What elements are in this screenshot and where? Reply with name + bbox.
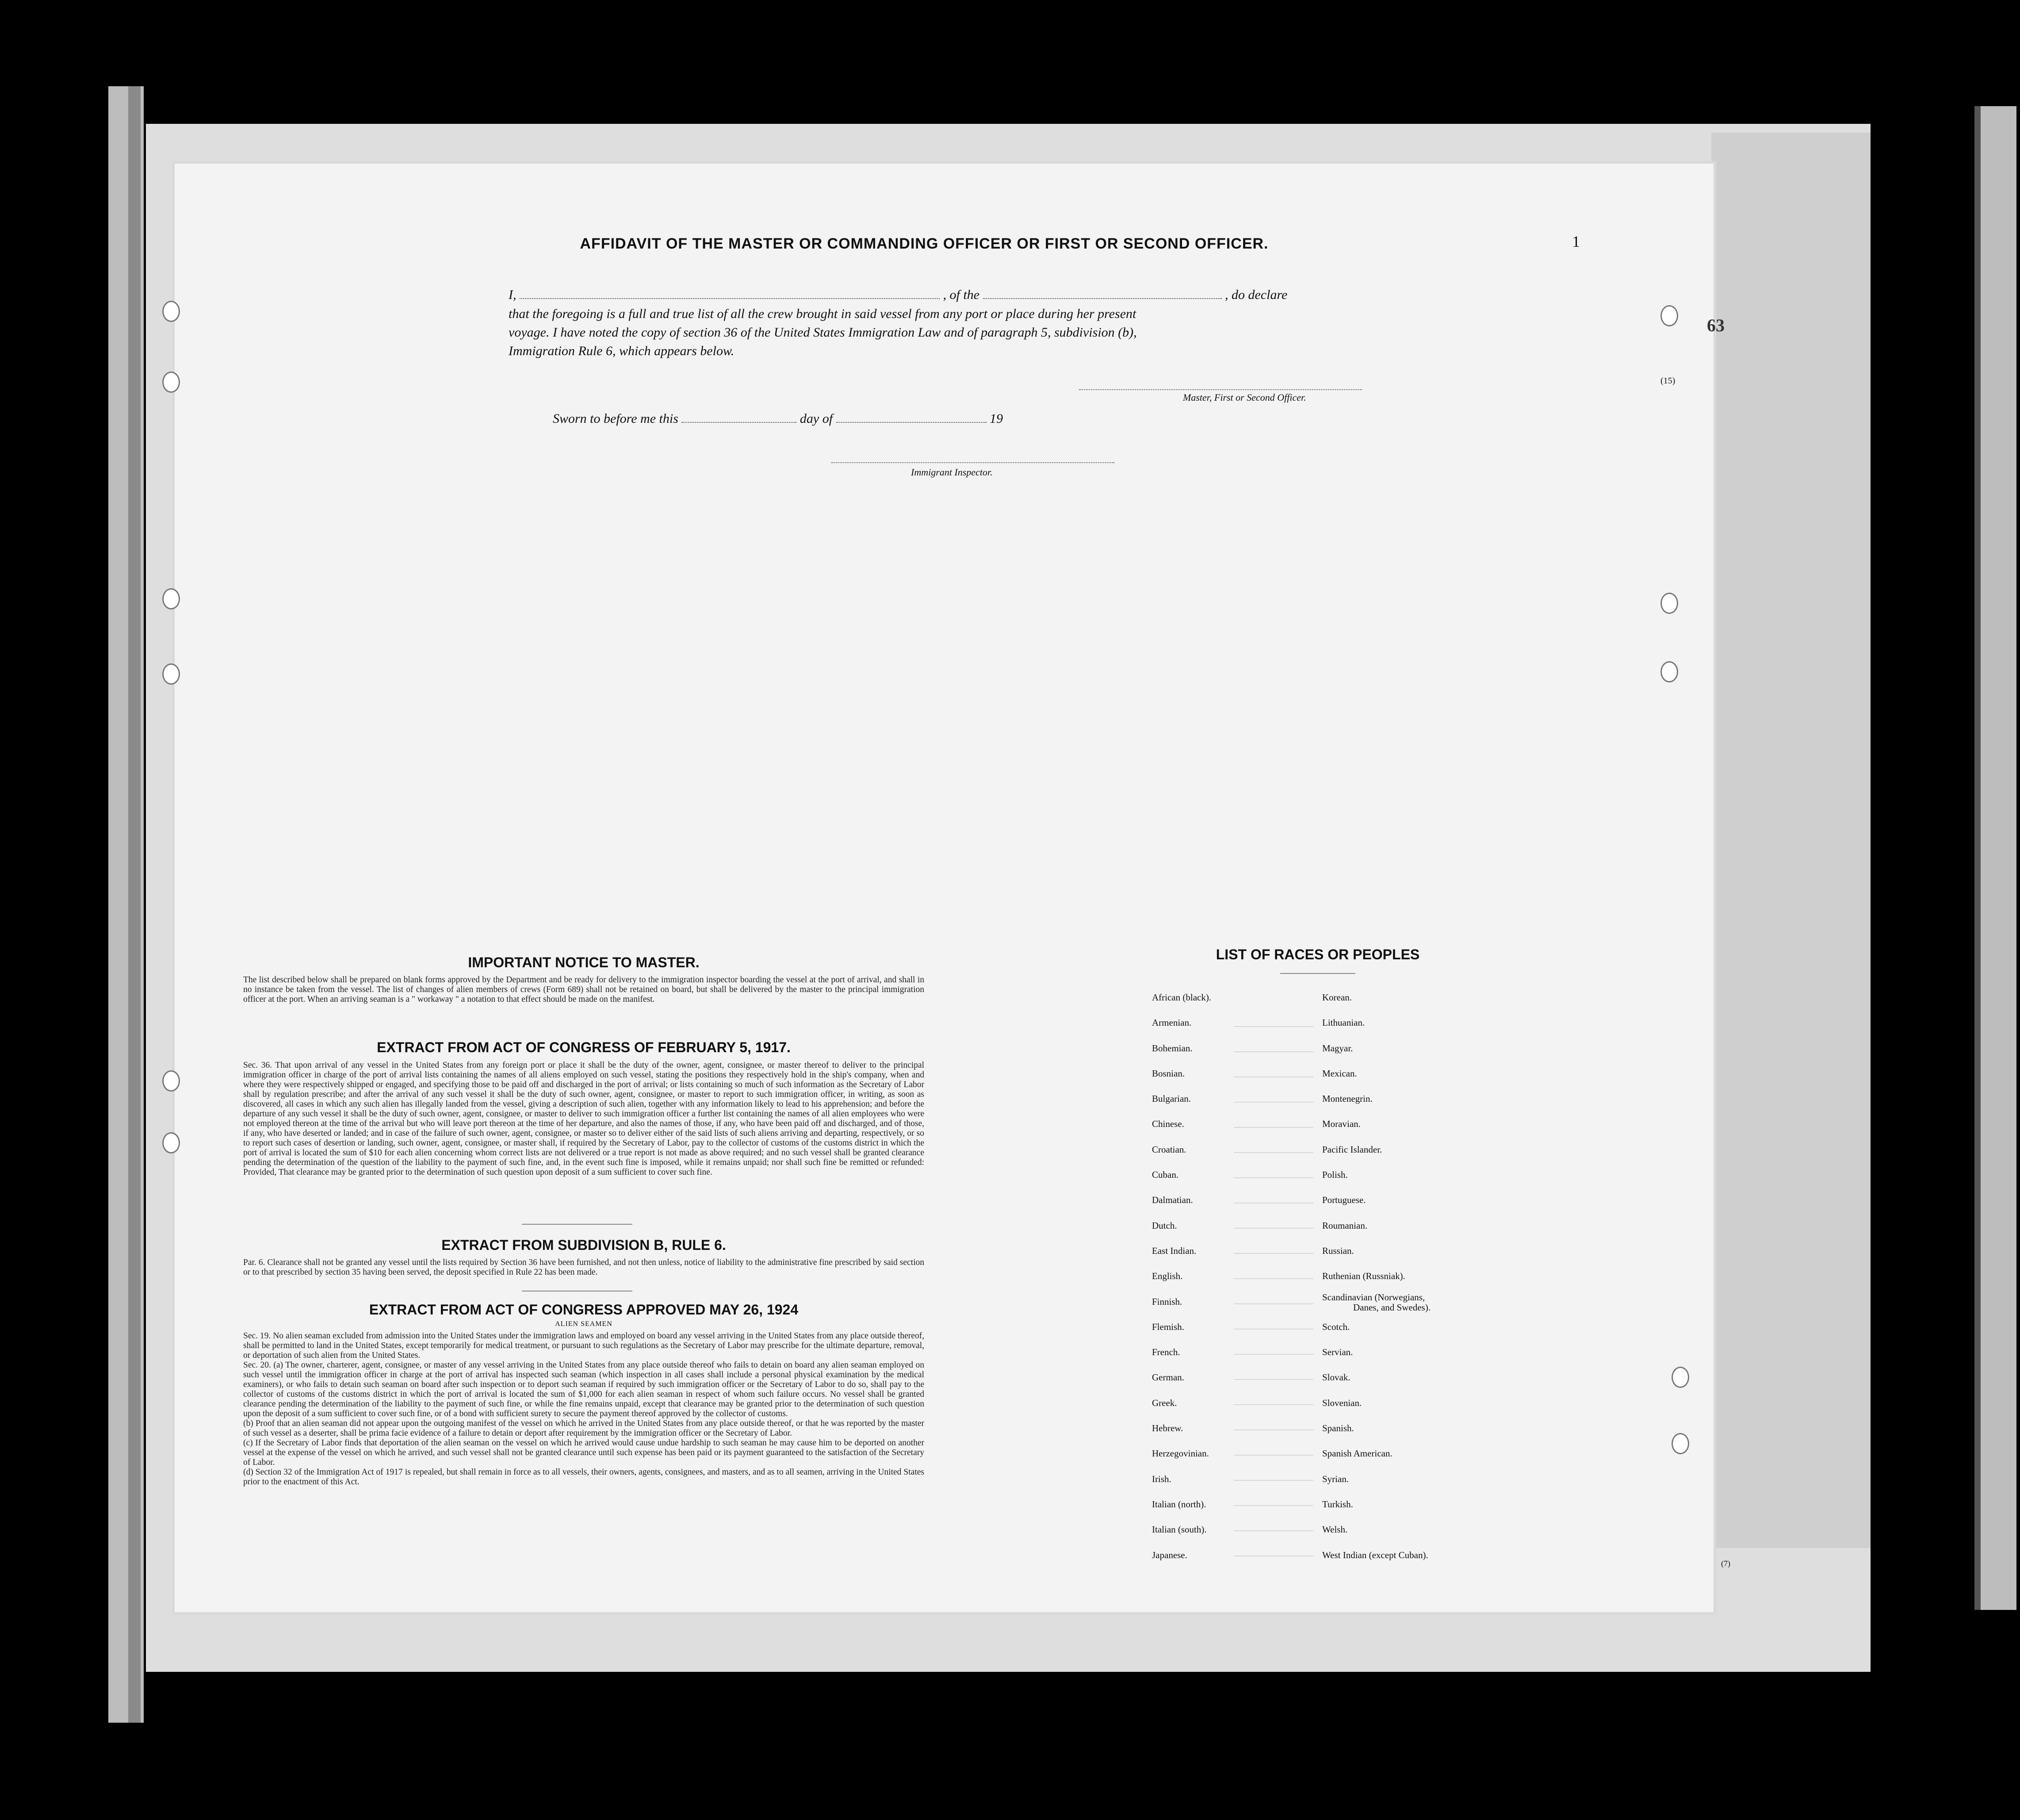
race-item: Slovenian. [1322,1397,1362,1408]
race-item: Turkish. [1322,1498,1353,1510]
sworn-day-field[interactable] [681,422,796,423]
race-item: Portuguese. [1322,1195,1366,1206]
race-item: Italian (south). [1152,1524,1207,1535]
act-1924-subheading: ALIEN SEAMEN [555,1320,612,1328]
rule-6-heading: EXTRACT FROM SUBDIVISION B, RULE 6. [441,1237,726,1253]
declarant-prefix: I, [509,287,516,302]
sec-20d-paragraph: (d) Section 32 of the Immigration Act of 1917 is repealed, but shall remain in force as to all vessels, their owners, agents, consignees, and masters, and as to all seamen, arriving in the United States prior to the enactment of this Act. [243,1467,924,1487]
race-item: Chinese. [1152,1119,1184,1130]
race-item: French. [1152,1347,1180,1358]
races-divider [1280,973,1355,974]
race-item: Welsh. [1322,1524,1348,1535]
race-item: Polish. [1322,1169,1348,1180]
race-item: Scotch. [1322,1321,1350,1332]
race-item: Bulgarian. [1152,1093,1191,1104]
sec-20a-paragraph: Sec. 20. (a) The owner, charterer, agent, consignee, or master of any vessel arriving in the United States from any place outside thereof who fails to detain on board any alien seaman employed on such vessel until the immigration officer in charge at the port of arrival has inspected such seaman (which inspection in all cases shall include a personal physical examination by the medical examiners), or who fails to detain such seaman on board after such inspection or to deport such seaman if required by such immigration officer or the Secretary of Labor to do so, shall pay to the collector of customs of the customs district in which the port of arrival is located the sum of $1,000 for each alien seaman in respect of whom such failure occurs. No vessel shall be granted clearance pending the determination of the liability to the payment of such fine, or while the fine remains unpaid, except that clearance may be granted prior to the determination of such question upon the deposit of a sum sufficient to cover such fine, or of a bond with sufficient surety to secure the payment thereof approved by the collector of customs. [243,1360,924,1418]
race-item: Spanish American. [1322,1448,1393,1459]
punch-hole [1672,1367,1689,1388]
races-right-column [1322,992,1534,1575]
race-item: Cuban. [1152,1169,1179,1180]
race-leader-dots [1234,1002,1313,1559]
section-divider [522,1224,632,1225]
race-item: Spanish. [1322,1423,1354,1434]
corner-numeral: 1 [1572,233,1580,250]
race-item: German. [1152,1372,1184,1383]
race-item: Irish. [1152,1473,1171,1484]
sworn-month-field[interactable] [836,422,987,423]
act-1917-heading: EXTRACT FROM ACT OF CONGRESS OF FEBRUARY 5, 1917. [377,1039,791,1055]
year-prefix: 19 [990,411,1003,426]
race-item: Pacific Islander. [1322,1144,1382,1155]
races-heading: LIST OF RACES OR PEOPLES [1216,946,1420,962]
race-item: Scandinavian (Norwegians, [1322,1291,1425,1303]
notice-body: The list described below shall be prepared on blank forms approved by the Department and be ready for delivery to the immigration inspector boarding the vessel at the port of arrival, and shall in no instance be taken from the vessel. The list of changes of alien members of crews (Form 689) shall not be retained on board, but shall be delivered by the master to the principal immigration officer at the port. When an arriving seaman is a " workaway " a notation to that effect should be made on the manifest. [243,975,924,1004]
race-item: Syrian. [1322,1473,1349,1484]
race-item: Hebrew. [1152,1423,1183,1434]
sworn-line [553,411,1003,426]
race-item: Finnish. [1152,1296,1182,1307]
master-caption: Master, First or Second Officer. [1183,392,1306,403]
circled-number-bottom: (7) [1721,1559,1730,1568]
affidavit-title: AFFIDAVIT OF THE MASTER OR COMMANDING OFFICER OR FIRST OR SECOND OFFICER. [580,235,1269,252]
sec-20c-paragraph: (c) If the Secretary of Labor finds that deportation of the alien seaman on the vessel on which he arrived would cause undue hardship to such seaman he may cause him to be deported on another vessel at the expense of the vessel on which he arrived, and such vessel shall not be granted clearance until such expense has been paid or its payment guaranteed to the satisfaction of the Secretary of Labor. [243,1438,924,1467]
punch-hole [162,588,180,609]
act-1917-body: Sec. 36. That upon arrival of any vessel in the United States from any foreign port or place it shall be the duty of the owner, agent, consignee, or master thereof to deliver to the principal immigration officer in charge of the port of arrival lists containing the names of all aliens employed on such vessel, stating the positions they respectively hold in the ship's company, when and where they were respectively shipped or engaged, and specifying those to be paid off and discharged in the port of arrival; or lists containing so much of such information as the Secretary of Labor shall by regulation prescribe; and after the arrival of any such vessel it shall be the duty of such owner, agent, consignee, or master to report to such immigration officer, in writing, as soon as discovered, all cases in which any such alien has illegally landed from the vessel, giving a description of such alien, together with any information likely to lead to his apprehension; and before the departure of any such vessel it shall be the duty of such owner, agent, consignee, or master to deliver to such immigration officer a further list containing the names of all alien employees who were not employed thereon at the time of the arrival but who will leave port thereon at the time of her departure, and also the names of those, if any, who have been paid off and discharged, and of those, if any, who have deserted or landed; and in case of the failure of such owner, agent, consignee, or master so to deliver either of the said lists of such aliens arriving and departing, respectively, or so to report such cases of desertion or landing, such owner, agent, consignee, or master shall, if required by the Secretary of Labor, pay to the collector of customs of the customs district in which the port of arrival is located the sum of $10 for each alien concerning whom correct lists are not delivered or a true report is not made as above required; and no such vessel shall be granted clearance pending the determination of the question of the liability to the payment of such fine, and, in the event such fine is imposed, while it remains unpaid; nor shall such fine be remitted or refunded: Provided, That clearance may be granted prior to the determination of such question upon deposit of a sum sufficient to cover such fine. [243,1061,924,1177]
inspector-caption: Immigrant Inspector. [911,467,993,478]
punch-hole [1660,593,1678,614]
notice-heading: IMPORTANT NOTICE TO MASTER. [468,954,700,970]
race-item: Flemish. [1152,1321,1184,1332]
race-item: Mexican. [1322,1068,1357,1079]
vessel-name-field[interactable] [983,298,1222,299]
inspector-signature-line[interactable] [831,462,1114,463]
punch-hole [162,1132,180,1153]
sec-19-paragraph: Sec. 19. No alien seaman excluded from admission into the United States under the immigration laws and employed on board any vessel arriving in the United States from any place outside thereof, shall be permitted to land in the United States, except temporarily for medical treatment, or pursuant to such regulations as the Secretary of Labor may prescribe for the ultimate departure, removal, or deportation of such alien from the United States. [243,1331,924,1360]
punch-hole [1660,305,1678,326]
page-number: 63 [1707,315,1725,335]
race-item: Roumanian. [1322,1220,1368,1231]
punch-hole [162,301,180,322]
affidavit-line-1 [509,287,1371,303]
race-item: Servian. [1322,1347,1353,1358]
race-item: Japanese. [1152,1549,1187,1560]
act-1924-body [243,1331,924,1487]
race-item: Magyar. [1322,1042,1353,1054]
act-1924-heading: EXTRACT FROM ACT OF CONGRESS APPROVED MAY 26, 1924 [369,1302,799,1318]
punch-hole [162,663,180,685]
of-the-label: , of the [943,287,979,302]
punch-hole [162,372,180,393]
race-item-continuation: Danes, and Swedes). [1353,1302,1431,1313]
punch-hole [162,1070,180,1092]
race-item: Dutch. [1152,1220,1177,1231]
race-item: Russian. [1322,1245,1354,1256]
affidavit-line-3: voyage. I have noted the copy of section 36 of the United States Immigration Law and of paragraph 5, subdivision (b), [509,325,1137,340]
race-item: Dalmatian. [1152,1195,1193,1206]
race-item: Greek. [1152,1397,1177,1408]
race-item: Armenian. [1152,1017,1192,1028]
race-item: English. [1152,1271,1183,1282]
affidavit-line-4: Immigration Rule 6, which appears below. [509,344,735,358]
declare-label: , do declare [1225,287,1288,302]
master-signature-line[interactable] [1079,389,1362,390]
right-binding-strip [1979,106,2016,1610]
day-of-label: day of [800,411,833,426]
race-item: Korean. [1322,992,1352,1003]
race-item: Moravian. [1322,1119,1361,1130]
punch-hole [1672,1433,1689,1454]
sworn-label: Sworn to before me this [553,411,678,426]
back-sheet-edge [1711,133,1871,1548]
right-binding-shadow [1974,106,1981,1610]
circled-number-top: (15) [1660,376,1676,386]
punch-hole [1660,661,1678,682]
race-item: Italian (north). [1152,1498,1206,1510]
sec-20b-paragraph: (b) Proof that an alien seaman did not appear upon the outgoing manifest of the vessel on which he arrived in the United States from any place outside thereof, or that he was reported by the master of such vessel as a deserter, shall be prima facie evidence of a failure to detain or deport after requirement by the immigration officer or the Secretary of Labor. [243,1419,924,1438]
race-item: West Indian (except Cuban). [1322,1549,1428,1560]
rule-6-body: Par. 6. Clearance shall not be granted any vessel until the lists required by Section 36 have been furnished, and not then unless, notice of liability to the administrative fine prescribed by said section or to that prescribed by section 35 having been served, the deposit specified in Rule 22 has been made. [243,1258,924,1277]
declarant-name-field[interactable] [520,298,940,299]
race-item: Ruthenian (Russniak). [1322,1271,1405,1282]
race-item: Lithuanian. [1322,1017,1365,1028]
affidavit-line-2: that the foregoing is a full and true list of all the crew brought in said vessel from any port or place during her present [509,307,1136,321]
race-item: African (black). [1152,992,1212,1003]
race-item: Bosnian. [1152,1068,1185,1079]
race-item: Bohemian. [1152,1042,1193,1054]
race-item: Montenegrin. [1322,1093,1373,1104]
race-item: Herzegovinian. [1152,1448,1209,1459]
race-item: Croatian. [1152,1144,1186,1155]
race-item: Slovak. [1322,1372,1350,1383]
left-binding-shadow [128,86,141,1723]
race-item: East Indian. [1152,1245,1197,1256]
race-item-scandinavian [1322,1291,1534,1322]
